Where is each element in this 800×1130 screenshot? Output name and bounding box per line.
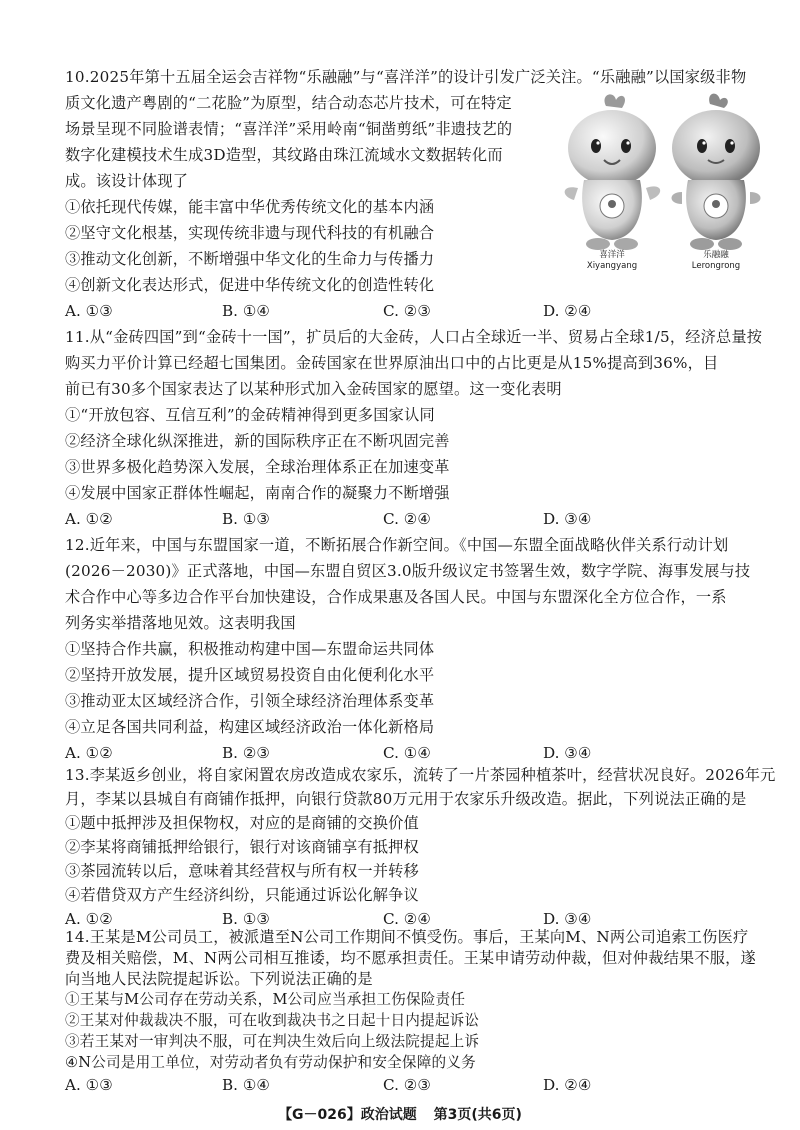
question-11-choice-d: D. ③④ (543, 510, 592, 528)
question-10-line-4: 数字化建模技术生成3D造型，其纹路由珠江流域水文数据转化而 (65, 146, 503, 164)
footer-page-number: 第3页(共6页) (433, 1107, 522, 1123)
mascot-caption-left-en: Xiyangyang (586, 261, 638, 271)
question-13-line-2: 月，李某以县城自有商铺作抵押，向银行贷款80万元用于农家乐升级改造。据此，下列说法正确的是 (65, 790, 747, 808)
question-14-option-3: ③若王某对一审判决不服，可在判决生效后向上级法院提起上诉 (65, 1033, 480, 1050)
page-footer (0, 1104, 800, 1124)
question-10-option-2: ②坚守文化根基，实现传统非遗与现代科技的有机融合 (65, 224, 435, 242)
mascot-caption-left (572, 250, 652, 272)
question-13-choice-a: A. ①② (65, 910, 113, 928)
question-11-line-1: 11.从“金砖四国”到“金砖十一国”，扩员后的大金砖，人口占全球近一半、贸易占全球1/5，经济总量按 (65, 328, 763, 346)
question-10-option-4: ④创新文化表达形式，促进中华传统文化的创造性转化 (65, 276, 435, 294)
question-12-option-1: ①坚持合作共赢，积极推动构建中国—东盟命运共同体 (65, 640, 435, 658)
question-13-option-2: ②李某将商铺抵押给银行，银行对该商铺享有抵押权 (65, 838, 419, 856)
question-10-choice-d: D. ②④ (543, 302, 592, 320)
question-12-option-4: ④立足各国共同利益，构建区域经济政治一体化新格局 (65, 718, 435, 736)
question-14-choice-c: C. ②③ (383, 1076, 431, 1094)
question-14-option-4: ④N公司是用工单位，对劳动者负有劳动保护和安全保障的义务 (65, 1054, 476, 1071)
question-10-line-2: 质文化遗产粤剧的“二花脸”为原型，结合动态芯片技术，可在特定 (65, 94, 512, 112)
question-12-option-3: ③推动亚太区域经济合作，引领全球经济治理体系变革 (65, 692, 435, 710)
question-11-choice-b: B. ①③ (222, 510, 271, 528)
question-12-line-2: (2026－2030)》正式落地，中国—东盟自贸区3.0版升级议定书签署生效，数字学院、海事发展与技 (65, 562, 751, 580)
footer-exam-code: 【G－026】政治试题 (278, 1107, 417, 1123)
question-12-choice-c: C. ①④ (383, 744, 431, 762)
question-10-line-3: 场景呈现不同脸谱表情；“喜洋洋”采用岭南“铜凿剪纸”非遗技艺的 (65, 120, 513, 138)
question-14-choice-b: B. ①④ (222, 1076, 271, 1094)
mascot-figure (556, 88, 772, 278)
question-14-choice-d: D. ②④ (543, 1076, 592, 1094)
mascot-xiyangyang (565, 94, 661, 250)
question-11-line-2: 购买力平价计算已经超七国集团。金砖国家在世界原油出口中的占比更是从15%提高到36%，目 (65, 354, 719, 372)
question-12-choice-d: D. ③④ (543, 744, 592, 762)
question-12-choice-a: A. ①② (65, 744, 113, 762)
question-10-choice-a: A. ①③ (65, 302, 113, 320)
question-11-choice-a: A. ①② (65, 510, 113, 528)
question-13-choice-b: B. ①③ (222, 910, 271, 928)
question-12-line-4: 列务实举措落地见效。这表明我国 (65, 614, 296, 632)
mascot-caption-right (676, 250, 756, 272)
question-13-choice-c: C. ②④ (383, 910, 431, 928)
mascot-lerongrong (672, 94, 761, 250)
question-11-option-1: ①“开放包容、互信互利”的金砖精神得到更多国家认同 (65, 406, 435, 424)
question-13-option-4: ④若借贷双方产生经济纠纷，只能通过诉讼化解争议 (65, 886, 419, 904)
question-12-line-1: 12.近年来，中国与东盟国家一道，不断拓展合作新空间。《中国—东盟全面战略伙伴关系行动计划 (65, 536, 729, 554)
question-13-line-1: 13.李某返乡创业，将自家闲置农房改造成农家乐，流转了一片茶园种植茶叶，经营状况良好。2026年元 (65, 766, 776, 784)
mascot-caption-right-cn: 乐融融 (703, 250, 729, 260)
question-13-option-3: ③茶园流转以后，意味着其经营权与所有权一并转移 (65, 862, 419, 880)
question-10-line-5: 成。该设计体现了 (65, 172, 189, 190)
question-14-option-1: ①王某与M公司存在劳动关系，M公司应当承担工伤保险责任 (65, 991, 466, 1008)
question-10-line-1: 10.2025年第十五届全运会吉祥物“乐融融”与“喜洋洋”的设计引发广泛关注。“乐融融”以国家级非物 (65, 68, 747, 86)
question-14-line-3: 向当地人民法院提起诉讼。下列说法正确的是 (65, 970, 373, 988)
question-12-option-2: ②坚持开放发展，提升区域贸易投资自由化便利化水平 (65, 666, 435, 684)
question-13-option-1: ①题中抵押涉及担保物权，对应的是商铺的交换价值 (65, 814, 419, 832)
question-10-option-1: ①依托现代传媒，能丰富中华优秀传统文化的基本内涵 (65, 198, 435, 216)
question-10-choice-b: B. ①④ (222, 302, 271, 320)
question-10-option-3: ③推动文化创新，不断增强中华文化的生命力与传播力 (65, 250, 435, 268)
question-12-line-3: 术合作中心等多边合作平台加快建设，合作成果惠及各国人民。中国与东盟深化全方位合作，一系 (65, 588, 727, 606)
question-11-choice-c: C. ②④ (383, 510, 431, 528)
mascot-illustration (556, 88, 772, 253)
mascot-caption-right-en: Lerongrong (691, 261, 741, 271)
question-14-line-1: 14.王某是M公司员工，被派遣至N公司工作期间不慎受伤。事后，王某向M、N两公司追索工伤医疗 (65, 928, 749, 946)
question-11-option-4: ④发展中国家正群体性崛起，南南合作的凝聚力不断增强 (65, 484, 450, 502)
question-14-choice-a: A. ①③ (65, 1076, 113, 1094)
question-14-line-2: 费及相关赔偿，M、N两公司相互推诿，均不愿承担责任。王某申请劳动仲裁，但对仲裁结果不服，遂 (65, 949, 756, 967)
question-12-choice-b: B. ②③ (222, 744, 271, 762)
question-10-choice-c: C. ②③ (383, 302, 431, 320)
question-11-option-3: ③世界多极化趋势深入发展，全球治理体系正在加速变革 (65, 458, 450, 476)
mascot-caption-left-cn: 喜洋洋 (599, 250, 625, 260)
question-11-line-3: 前已有30多个国家表达了以某种形式加入金砖国家的愿望。这一变化表明 (65, 380, 562, 398)
question-11-option-2: ②经济全球化纵深推进，新的国际秩序正在不断巩固完善 (65, 432, 450, 450)
question-13-choice-d: D. ③④ (543, 910, 592, 928)
question-14-option-2: ②王某对仲裁裁决不服，可在收到裁决书之日起十日内提起诉讼 (65, 1012, 480, 1029)
